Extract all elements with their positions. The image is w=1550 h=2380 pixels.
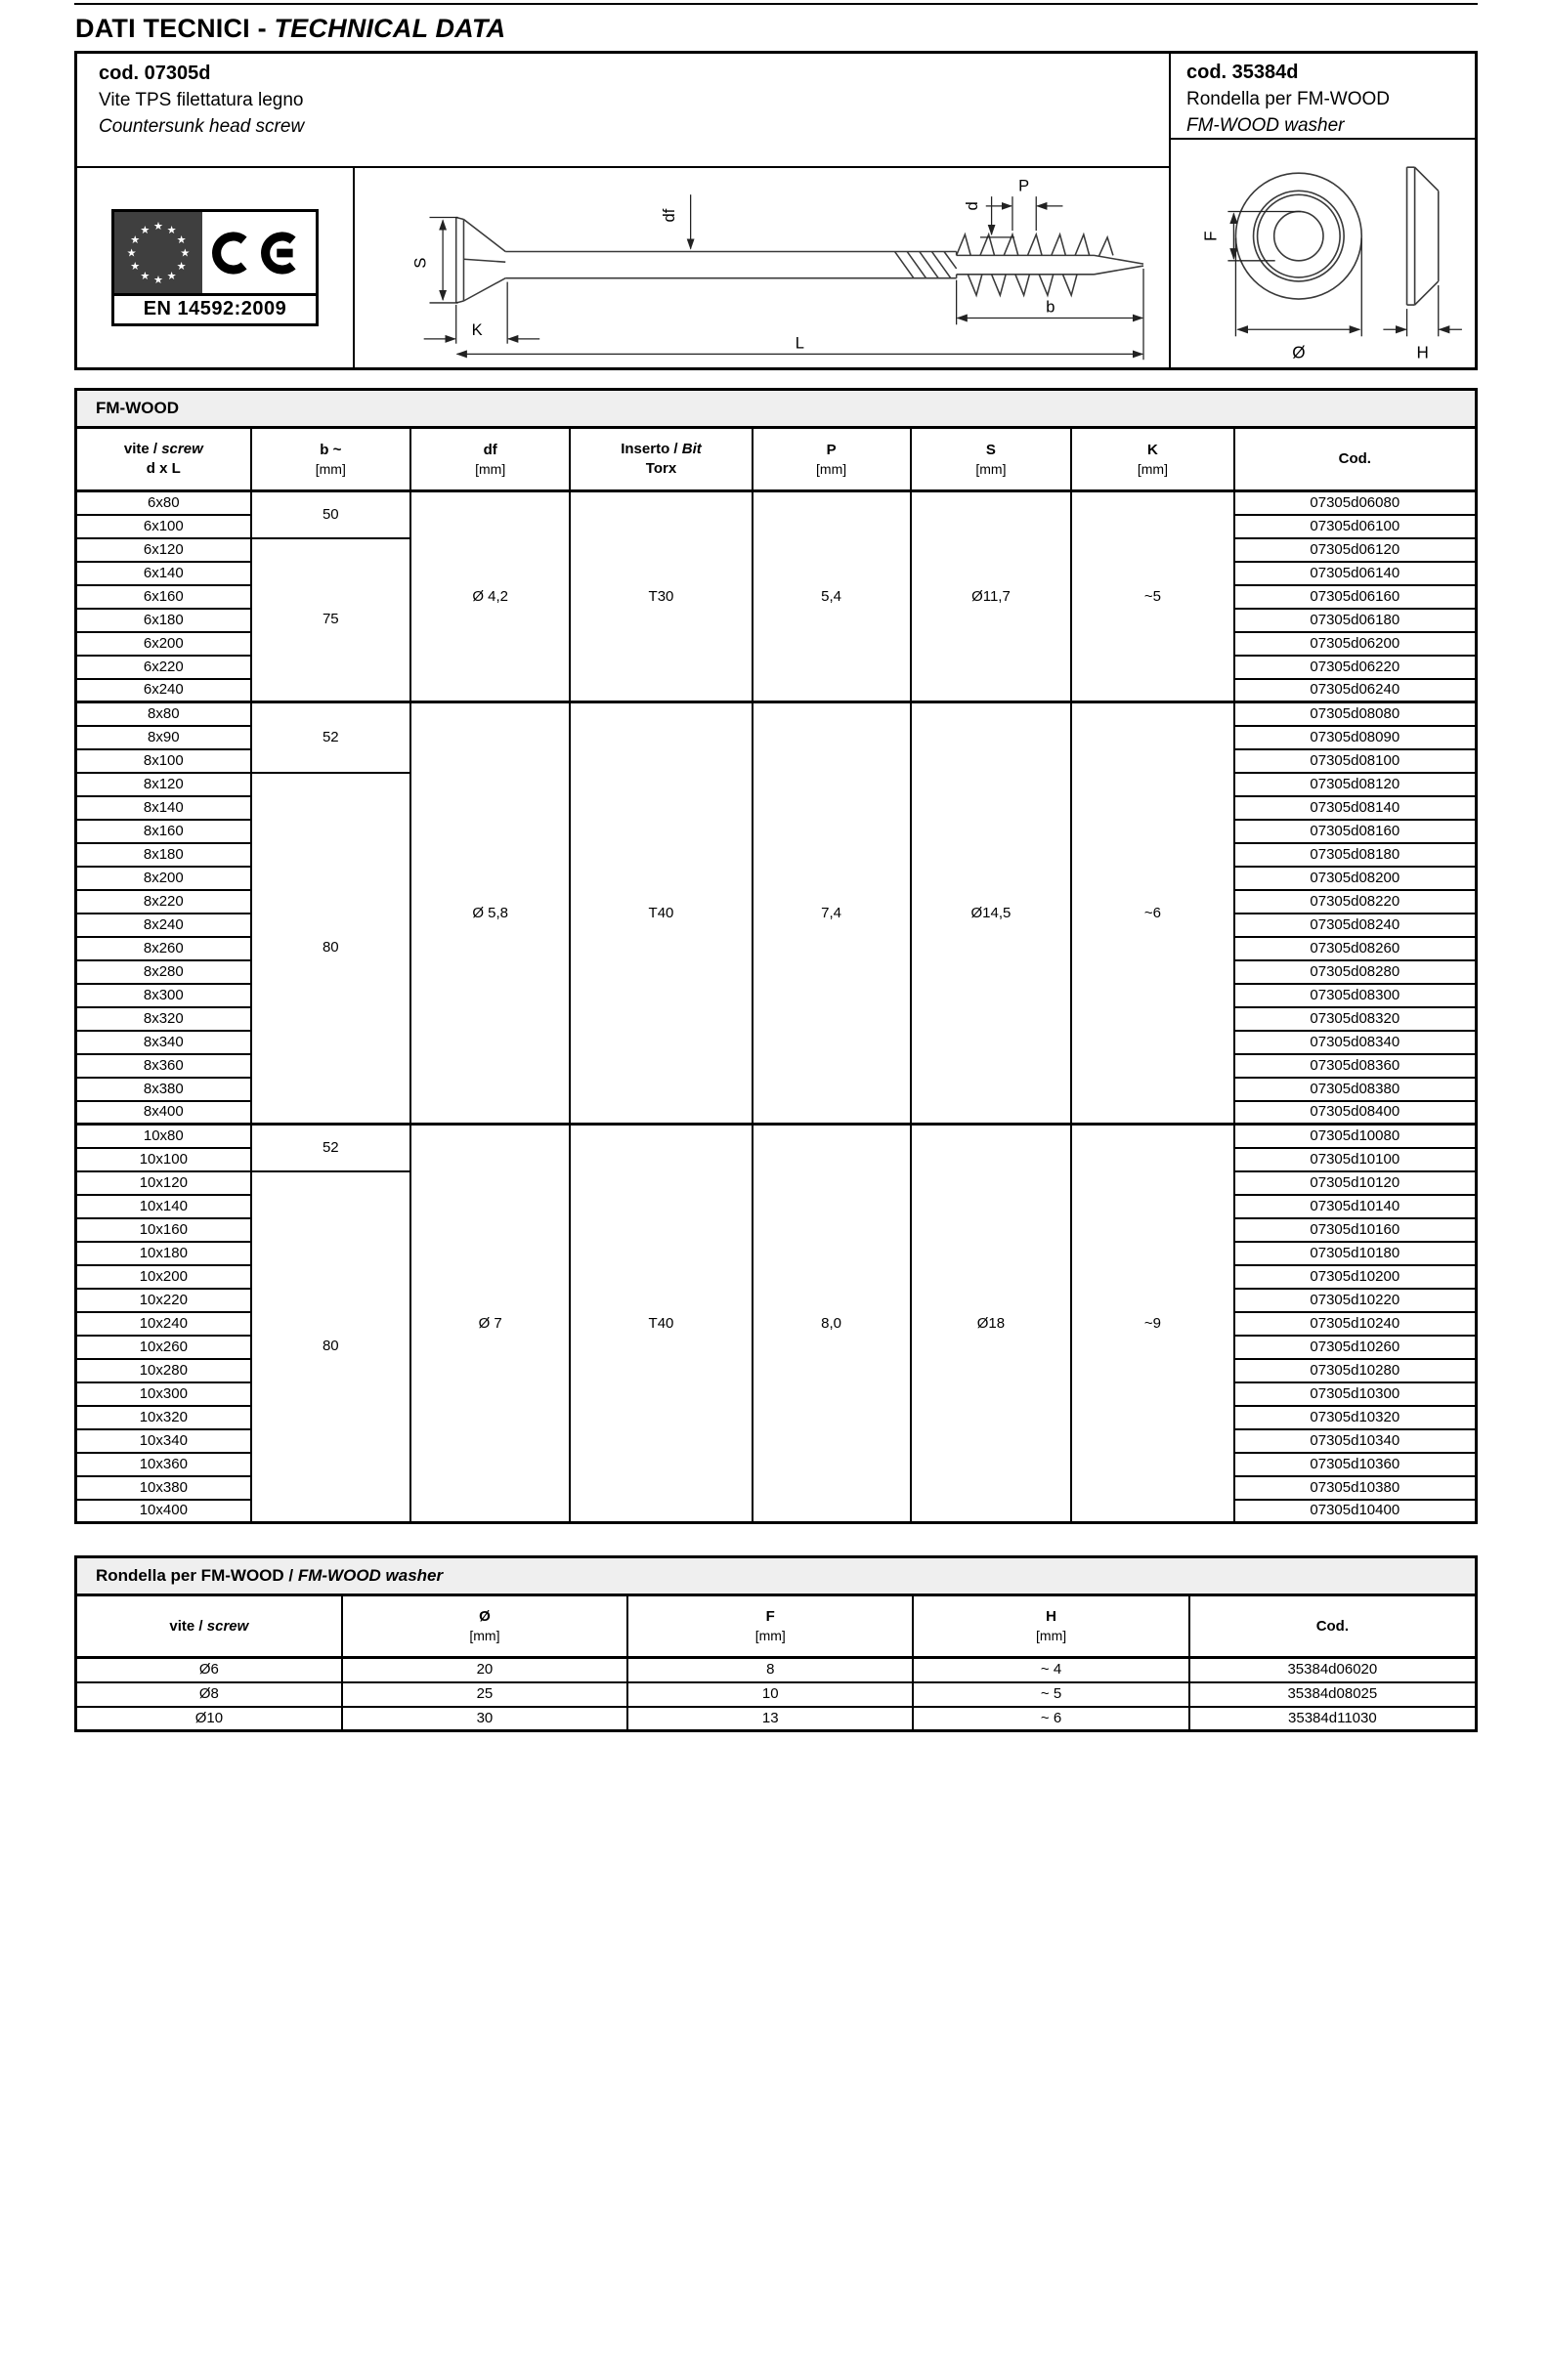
svg-text:★: ★ — [166, 270, 177, 283]
washer-code: cod. 35384d — [1186, 62, 1299, 83]
code-cell: 07305d08180 — [1234, 843, 1477, 867]
code-cell: 07305d08200 — [1234, 867, 1477, 890]
size-cell: 10x400 — [76, 1500, 251, 1523]
washer-h-cell: ~ 4 — [913, 1658, 1188, 1682]
washer-f-cell: 8 — [627, 1658, 913, 1682]
dim-df-label: df — [661, 208, 679, 223]
code-cell: 07305d10160 — [1234, 1218, 1477, 1242]
washer-f-cell: 13 — [627, 1707, 913, 1731]
size-cell: 10x320 — [76, 1406, 251, 1429]
p-cell: 8,0 — [753, 1125, 911, 1523]
size-cell: 8x300 — [76, 984, 251, 1007]
size-cell: 10x120 — [76, 1171, 251, 1195]
ce-mark-icon — [202, 212, 316, 293]
code-cell: 07305d08260 — [1234, 937, 1477, 960]
s-cell: Ø11,7 — [911, 491, 1072, 702]
screw-shank — [505, 251, 894, 277]
svg-text:★: ★ — [126, 246, 137, 260]
svg-text:★: ★ — [130, 233, 141, 246]
code-cell: 07305d08360 — [1234, 1054, 1477, 1078]
size-cell: 8x160 — [76, 820, 251, 843]
size-cell: 8x80 — [76, 702, 251, 726]
col-header-washer-screw: vite / screw — [76, 1595, 342, 1658]
code-cell: 07305d06160 — [1234, 585, 1477, 609]
size-cell: 8x320 — [76, 1007, 251, 1031]
fm-wood-table-title: FM-WOOD — [74, 388, 1478, 426]
dim-b-label: b — [1046, 298, 1055, 317]
table-row — [76, 702, 1477, 726]
col-header-s: S [mm] — [911, 428, 1072, 491]
size-cell: 8x280 — [76, 960, 251, 984]
code-cell: 07305d06100 — [1234, 515, 1477, 538]
code-cell: 07305d10280 — [1234, 1359, 1477, 1382]
fm-wood-tbody — [76, 491, 1477, 1523]
col-header-bit: Inserto / Bit Torx — [570, 428, 752, 491]
ce-certification-cell — [77, 168, 355, 367]
size-cell: 10x300 — [76, 1382, 251, 1406]
df-cell: Ø 5,8 — [410, 702, 570, 1125]
code-cell: 07305d10260 — [1234, 1336, 1477, 1359]
eu-flag-icon — [114, 212, 202, 293]
col-header-washer-h: H [mm] — [913, 1595, 1188, 1658]
content-area — [74, 0, 1478, 1732]
code-cell: 07305d10080 — [1234, 1125, 1477, 1148]
table-row — [76, 1682, 1477, 1707]
p-cell: 5,4 — [753, 491, 911, 702]
col-header-cod: Cod. — [1234, 428, 1477, 491]
screw-knurl-hatch — [895, 251, 957, 277]
screw-head — [456, 218, 506, 303]
size-cell: 10x360 — [76, 1453, 251, 1476]
washer-front-view — [1235, 173, 1361, 299]
code-cell: 07305d08380 — [1234, 1078, 1477, 1101]
dim-p-label: P — [1018, 177, 1030, 195]
size-cell: 8x360 — [76, 1054, 251, 1078]
code-cell: 07305d06120 — [1234, 538, 1477, 562]
col-header-b: b ~ [mm] — [251, 428, 410, 491]
k-cell: ~9 — [1071, 1125, 1233, 1523]
dim-l-label: L — [795, 334, 804, 353]
size-cell: 8x400 — [76, 1101, 251, 1125]
fm-wood-header-row — [76, 428, 1477, 491]
washer-table-block — [74, 1555, 1478, 1732]
code-cell: 07305d06240 — [1234, 679, 1477, 702]
code-cell: 07305d10220 — [1234, 1289, 1477, 1312]
code-cell: 07305d08100 — [1234, 749, 1477, 773]
col-header-washer-diameter: Ø [mm] — [342, 1595, 627, 1658]
header-left-column — [77, 54, 1169, 367]
b-cell: 52 — [251, 1125, 410, 1171]
screw-code: cod. 07305d — [99, 63, 211, 84]
size-cell: 10x220 — [76, 1289, 251, 1312]
torx-cell: T30 — [570, 491, 752, 702]
svg-text:★: ★ — [180, 246, 191, 260]
code-cell: 07305d06080 — [1234, 491, 1477, 515]
s-cell: Ø14,5 — [911, 702, 1072, 1125]
fm-wood-table — [74, 426, 1478, 1524]
b-cell: 80 — [251, 773, 410, 1125]
fm-wood-table-block — [74, 388, 1478, 1524]
size-cell: 10x200 — [76, 1265, 251, 1289]
screw-thread — [957, 234, 1143, 295]
svg-text:★: ★ — [153, 220, 163, 234]
table-row — [76, 491, 1477, 515]
code-cell: 07305d10200 — [1234, 1265, 1477, 1289]
screw-dimension-labels — [412, 177, 1055, 352]
washer-dimensions — [1227, 211, 1462, 336]
washer-name-en: FM-WOOD washer — [1186, 115, 1345, 136]
table-row — [76, 1707, 1477, 1731]
size-cell: 8x100 — [76, 749, 251, 773]
code-cell: 07305d08220 — [1234, 890, 1477, 914]
size-cell: 8x120 — [76, 773, 251, 796]
size-cell: 6x80 — [76, 491, 251, 515]
df-cell: Ø 7 — [410, 1125, 570, 1523]
washer-code-cell: 35384d08025 — [1189, 1682, 1477, 1707]
code-cell: 07305d10100 — [1234, 1148, 1477, 1171]
code-cell: 07305d08320 — [1234, 1007, 1477, 1031]
code-cell: 07305d10140 — [1234, 1195, 1477, 1218]
washer-tbody — [76, 1658, 1477, 1731]
s-cell: Ø18 — [911, 1125, 1072, 1523]
size-cell: 6x160 — [76, 585, 251, 609]
size-cell: 8x180 — [76, 843, 251, 867]
screw-product-header — [77, 54, 1169, 168]
svg-text:★: ★ — [140, 223, 151, 236]
page-title-en-part: TECHNICAL DATA — [274, 14, 506, 43]
code-cell: 07305d08080 — [1234, 702, 1477, 726]
code-cell: 07305d10360 — [1234, 1453, 1477, 1476]
svg-text:★: ★ — [140, 270, 151, 283]
top-rule — [74, 3, 1478, 5]
df-cell: Ø 4,2 — [410, 491, 570, 702]
col-header-washer-cod: Cod. — [1189, 1595, 1477, 1658]
size-cell: 8x260 — [76, 937, 251, 960]
torx-cell: T40 — [570, 1125, 752, 1523]
dim-s-label: S — [411, 257, 430, 269]
size-cell: 6x240 — [76, 679, 251, 702]
size-cell: 10x140 — [76, 1195, 251, 1218]
b-cell: 80 — [251, 1171, 410, 1523]
size-cell: 10x260 — [76, 1336, 251, 1359]
screw-name-en: Countersunk head screw — [99, 116, 305, 137]
washer-diameter-cell: 30 — [342, 1707, 627, 1731]
washer-diameter-cell: 20 — [342, 1658, 627, 1682]
code-cell: 07305d10300 — [1234, 1382, 1477, 1406]
size-cell: 8x380 — [76, 1078, 251, 1101]
ce-standard-label: EN 14592:2009 — [114, 293, 316, 323]
washer-code-cell: 35384d06020 — [1189, 1658, 1477, 1682]
col-header-p: P [mm] — [753, 428, 911, 491]
washer-h-cell: ~ 5 — [913, 1682, 1188, 1707]
code-cell: 07305d08400 — [1234, 1101, 1477, 1125]
size-cell: 8x200 — [76, 867, 251, 890]
washer-diameter-cell: 25 — [342, 1682, 627, 1707]
washer-screw-cell: Ø6 — [76, 1658, 342, 1682]
code-cell: 07305d06180 — [1234, 609, 1477, 632]
table-row — [76, 1125, 1477, 1148]
washer-table-title: Rondella per FM-WOOD / FM-WOOD washer — [74, 1555, 1478, 1594]
size-cell: 8x220 — [76, 890, 251, 914]
washer-name-it: Rondella per FM-WOOD — [1186, 89, 1390, 109]
code-cell: 07305d08280 — [1234, 960, 1477, 984]
size-cell: 6x180 — [76, 609, 251, 632]
size-cell: 6x140 — [76, 562, 251, 585]
code-cell: 07305d08240 — [1234, 914, 1477, 937]
size-cell: 6x220 — [76, 656, 251, 679]
header-left-drawings — [77, 168, 1169, 367]
svg-text:★: ★ — [153, 273, 163, 286]
code-cell: 07305d10340 — [1234, 1429, 1477, 1453]
code-cell: 07305d10240 — [1234, 1312, 1477, 1336]
table-row — [76, 1658, 1477, 1682]
b-cell: 75 — [251, 538, 410, 702]
washer-f-cell: 10 — [627, 1682, 913, 1707]
size-cell: 8x90 — [76, 726, 251, 749]
size-cell: 10x100 — [76, 1148, 251, 1171]
svg-text:★: ★ — [130, 260, 141, 274]
code-cell: 07305d08090 — [1234, 726, 1477, 749]
washer-screw-cell: Ø10 — [76, 1707, 342, 1731]
k-cell: ~6 — [1071, 702, 1233, 1125]
code-cell: 07305d08300 — [1234, 984, 1477, 1007]
code-cell: 07305d08340 — [1234, 1031, 1477, 1054]
size-cell: 10x380 — [76, 1476, 251, 1500]
code-cell: 07305d10120 — [1234, 1171, 1477, 1195]
col-header-k: K [mm] — [1071, 428, 1233, 491]
size-cell: 6x100 — [76, 515, 251, 538]
size-cell: 6x120 — [76, 538, 251, 562]
washer-drawing — [1171, 140, 1475, 373]
col-header-size: vite / screw d x L — [76, 428, 251, 491]
screw-dimensions — [424, 194, 1143, 360]
code-cell: 07305d08140 — [1234, 796, 1477, 820]
header-box — [74, 51, 1478, 370]
washer-code-cell: 35384d11030 — [1189, 1707, 1477, 1731]
washer-table — [74, 1594, 1478, 1732]
dim-d-label: d — [964, 201, 982, 211]
size-cell: 10x80 — [76, 1125, 251, 1148]
washer-product-header — [1171, 54, 1475, 140]
size-cell: 10x340 — [76, 1429, 251, 1453]
size-cell: 10x160 — [76, 1218, 251, 1242]
size-cell: 6x200 — [76, 632, 251, 656]
col-header-df: df [mm] — [410, 428, 570, 491]
code-cell: 07305d08120 — [1234, 773, 1477, 796]
page-title-it-part: DATI TECNICI - — [75, 14, 275, 43]
code-cell: 07305d10180 — [1234, 1242, 1477, 1265]
size-cell: 10x240 — [76, 1312, 251, 1336]
svg-text:★: ★ — [176, 260, 187, 274]
dim-diameter-label: Ø — [1292, 343, 1306, 362]
code-cell: 07305d10400 — [1234, 1500, 1477, 1523]
screw-name-it: Vite TPS filettatura legno — [99, 90, 304, 110]
dim-k-label: K — [471, 320, 483, 339]
screw-drawing — [355, 168, 1169, 367]
k-cell: ~5 — [1071, 491, 1233, 702]
svg-text:★: ★ — [176, 233, 187, 246]
header-right-column — [1169, 54, 1475, 367]
washer-header-row — [76, 1595, 1477, 1658]
washer-screw-cell: Ø8 — [76, 1682, 342, 1707]
size-cell: 8x340 — [76, 1031, 251, 1054]
washer-h-cell: ~ 6 — [913, 1707, 1188, 1731]
svg-text:★: ★ — [166, 223, 177, 236]
dim-h-label: H — [1416, 343, 1429, 362]
p-cell: 7,4 — [753, 702, 911, 1125]
code-cell: 07305d08160 — [1234, 820, 1477, 843]
page-title — [75, 14, 1478, 44]
b-cell: 50 — [251, 491, 410, 538]
torx-cell: T40 — [570, 702, 752, 1125]
size-cell: 8x240 — [76, 914, 251, 937]
size-cell: 10x280 — [76, 1359, 251, 1382]
eu-stars-icon — [114, 212, 202, 293]
size-cell: 10x180 — [76, 1242, 251, 1265]
ce-mark-block — [111, 209, 319, 326]
size-cell: 8x140 — [76, 796, 251, 820]
ce-mark-top — [114, 212, 316, 293]
code-cell: 07305d10320 — [1234, 1406, 1477, 1429]
col-header-washer-f: F [mm] — [627, 1595, 913, 1658]
code-cell: 07305d06220 — [1234, 656, 1477, 679]
code-cell: 07305d06140 — [1234, 562, 1477, 585]
code-cell: 07305d06200 — [1234, 632, 1477, 656]
b-cell: 52 — [251, 702, 410, 773]
washer-side-view — [1407, 167, 1439, 305]
code-cell: 07305d10380 — [1234, 1476, 1477, 1500]
dim-f-label: F — [1201, 231, 1221, 241]
